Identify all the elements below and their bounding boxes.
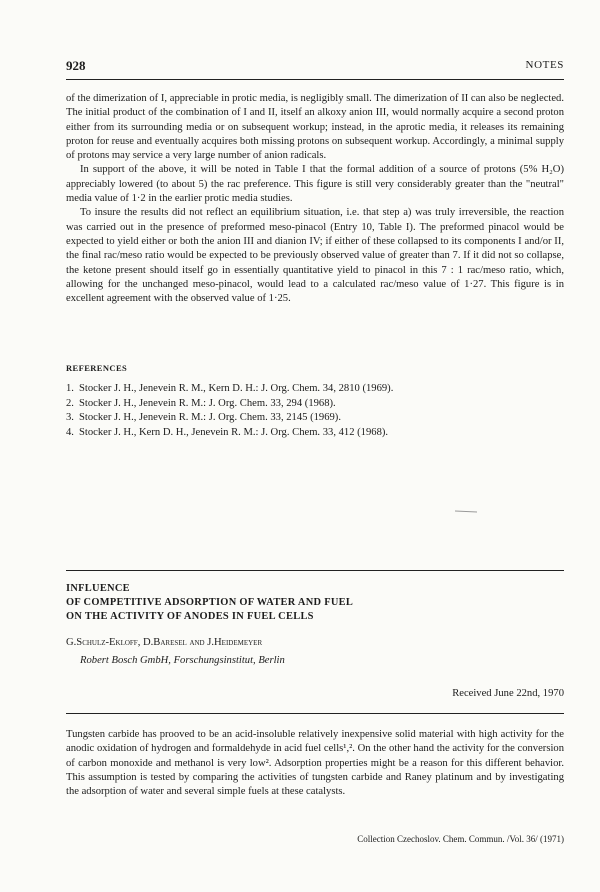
article-affiliation: Robert Bosch GmbH, Forschungsinstitut, Berlin: [80, 655, 285, 666]
page-number: 928: [66, 58, 86, 73]
reference-text: Stocker J. H., Kern D. H., Jenevein R. M.: J. Org. Chem. 33, 412 (1968).: [79, 426, 389, 438]
section-label: NOTES: [525, 59, 564, 71]
references-heading: REFERENCES: [66, 363, 128, 373]
continued-text: [66, 92, 564, 306]
reference-number: 1.: [66, 383, 74, 394]
received-date: Received June 22nd, 1970: [452, 688, 564, 699]
reference-item: [66, 411, 564, 426]
header-rule: [66, 79, 564, 80]
article-title-line: OF COMPETITIVE ADSORPTION OF WATER AND FUEL: [66, 597, 354, 608]
section-divider: [66, 570, 564, 571]
references-list: [66, 382, 564, 440]
reference-text: Stocker J. H., Jenevein R. M., Kern D. H.: J. Org. Chem. 34, 2810 (1969).: [79, 383, 394, 394]
paragraph-table-support: In support of the above, it will be noted in Table I that the formal addition of a source of protons (5% H₂O) appreciably lowered (to about 5) the rac preference. This figure is still very considerably greater than the "neutral" media value of 1·2 in the earlier protic media studies.: [66, 164, 564, 205]
reference-item: [66, 382, 564, 397]
journal-citation: Collection Czechoslov. Chem. Commun. /Vol. 36/ (1971): [357, 834, 564, 844]
article-title: [66, 582, 353, 624]
paragraph-dimerization: of the dimerization of I, appreciable in protic media, is negligibly small. The dimerization of II can also be neglected. The initial product of the combination of I and II, itself an alkoxy anion III, would normally acquire a second proton either from its surrounding media or on subsequent workup; instead, in the aprotic media, it releases its remaining proton for reuse and eventually acquires both missing protons on subsequent workup. Accordingly, a minimal supply of protons may service a very large number of anion radicals.: [66, 93, 564, 162]
abstract-divider: [66, 713, 564, 714]
reference-item: [66, 426, 564, 441]
paragraph-tungsten-carbide: Tungsten carbide has prooved to be an acid-insoluble relatively inexpensive solid material with high activity for the anodic oxidation of hydrogen and formaldehyde in acid fuel cells¹,². On the other hand the activity for the conversion of carbon monoxide and methanol is very low². Adsorption properties might be a reason for this different behavior. This assumption is tested by comparing the activities of tungsten carbide and Raney platinum and by investigating the adsorption of water and several simple fuels at these catalysts.: [66, 729, 564, 798]
reference-number: 4.: [66, 426, 74, 438]
reference-text: Stocker J. H., Jenevein R. M.: J. Org. Chem. 33, 2145 (1969).: [79, 412, 341, 424]
reference-number: 3.: [66, 412, 74, 424]
article-title-line: INFLUENCE: [66, 583, 130, 594]
reference-text: Stocker J. H., Jenevein R. M.: J. Org. Chem. 33, 294 (1968).: [79, 397, 336, 409]
print-mark: [455, 510, 477, 513]
reference-number: 2.: [66, 397, 74, 409]
article-body: [66, 728, 564, 799]
authors-text: G.Schulz-Ekloff, D.Baresel and J.Heidemeyer: [66, 637, 263, 648]
article-authors: [66, 637, 262, 648]
article-title-line: ON THE ACTIVITY OF ANODES IN FUEL CELLS: [66, 611, 314, 622]
paragraph-equilibrium: To insure the results did not reflect an equilibrium situation, i.e. that step a) was truly irreversible, the reaction was carried out in the presence of preformed meso-pinacol (Entry 10, Table I). The preformed pinacol would be expected to yield either or both the anion III and dianion IV; if either of these collapsed to its components I and/or II, the final rac/meso ratio would be expected to be previously observed value of greater than 7. If it did not so collapse, the ketone present should itself go in essentially quantitative yield to pinacol in this 7 : 1 rac/meso ratio, which, allowing for the unchanged meso-pinacol, would lead to a calculated rac/meso value of 1·27. This figure is in excellent agreement with the observed value of 1·25.: [66, 207, 564, 305]
page-header: [66, 58, 564, 76]
reference-item: [66, 397, 564, 412]
